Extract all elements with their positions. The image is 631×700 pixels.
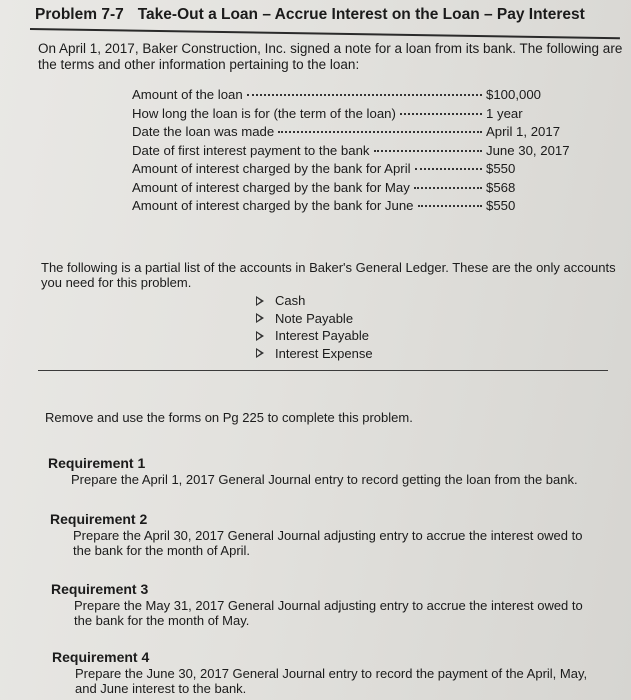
leader-dots xyxy=(278,131,482,133)
account-item xyxy=(256,345,373,363)
requirement-3 xyxy=(51,582,604,628)
account-item xyxy=(256,292,373,310)
account-item xyxy=(256,310,373,328)
problem-number: Problem 7-7 xyxy=(35,6,124,23)
term-value: June 30, 2017 xyxy=(486,142,570,158)
requirement-title: Requirement 4 xyxy=(52,649,150,665)
leader-dots xyxy=(247,94,482,96)
problem-title xyxy=(35,6,585,24)
term-label: Date the loan was made xyxy=(132,124,275,139)
term-row xyxy=(132,161,572,180)
term-value: 1 year xyxy=(486,105,523,121)
term-row xyxy=(132,124,572,143)
requirement-text: Prepare the June 30, 2017 General Journal entry to record the payment of the April, May, and June interest to the bank. xyxy=(75,666,588,696)
loan-terms-list xyxy=(132,87,572,217)
requirement-text: Prepare the April 1, 2017 General Journal entry to record getting the loan from the bank. xyxy=(71,472,578,487)
leader-dots xyxy=(418,205,482,207)
term-row xyxy=(132,180,572,199)
leader-dots xyxy=(415,168,482,170)
term-label: How long the loan is for (the term of the loan) xyxy=(132,105,396,121)
account-name: Interest Payable xyxy=(275,328,369,344)
term-label: Amount of interest charged by the bank for June xyxy=(132,198,414,213)
term-label: Date of first interest payment to the bank xyxy=(132,142,370,158)
section-divider xyxy=(38,370,608,371)
intro-paragraph: On April 1, 2017, Baker Construction, Inc. signed a note for a loan from its bank. The following are the terms and other information pertaining to the loan: xyxy=(38,41,623,72)
term-row xyxy=(132,87,572,106)
term-row xyxy=(132,143,572,162)
leader-dots xyxy=(374,150,483,152)
problem-title-text: Take-Out a Loan – Accrue Interest on the Loan – Pay Interest xyxy=(137,6,585,23)
term-row xyxy=(132,198,572,217)
leader-dots xyxy=(400,113,482,115)
term-value: $568 xyxy=(486,179,516,195)
term-value: $550 xyxy=(486,161,516,176)
term-value: April 1, 2017 xyxy=(486,124,561,139)
account-name: Note Payable xyxy=(275,310,354,326)
remove-forms-note: Remove and use the forms on Pg 225 to complete this problem. xyxy=(45,410,413,425)
triangle-bullet-icon xyxy=(256,348,264,358)
requirement-title: Requirement 1 xyxy=(48,455,146,471)
accounts-list xyxy=(256,292,373,362)
term-row xyxy=(132,106,572,125)
term-value: $100,000 xyxy=(486,87,542,102)
requirement-1 xyxy=(48,456,601,487)
triangle-bullet-icon xyxy=(256,313,264,323)
leader-dots xyxy=(414,187,482,189)
accounts-intro-paragraph: The following is a partial list of the accounts in Baker's General Ledger. These are the only accounts you need for this problem. xyxy=(41,260,616,290)
triangle-bullet-icon xyxy=(256,296,264,306)
term-label: Amount of interest charged by the bank for April xyxy=(132,161,411,176)
requirement-2 xyxy=(50,512,603,558)
title-underline xyxy=(30,28,620,39)
requirement-text: Prepare the May 31, 2017 General Journal adjusting entry to accrue the interest owed to the bank for the month of May. xyxy=(74,598,583,628)
requirement-title: Requirement 3 xyxy=(51,581,149,597)
requirement-4 xyxy=(52,650,605,696)
requirement-title: Requirement 2 xyxy=(50,511,148,527)
triangle-bullet-icon xyxy=(256,331,264,341)
term-label: Amount of the loan xyxy=(132,87,243,102)
account-name: Cash xyxy=(275,293,306,309)
account-item xyxy=(256,327,373,345)
requirement-text: Prepare the April 30, 2017 General Journal adjusting entry to accrue the interest owed to the bank for the month of April. xyxy=(73,528,583,558)
term-label: Amount of interest charged by the bank for May xyxy=(132,179,410,195)
account-name: Interest Expense xyxy=(275,345,373,361)
term-value: $550 xyxy=(486,198,516,213)
